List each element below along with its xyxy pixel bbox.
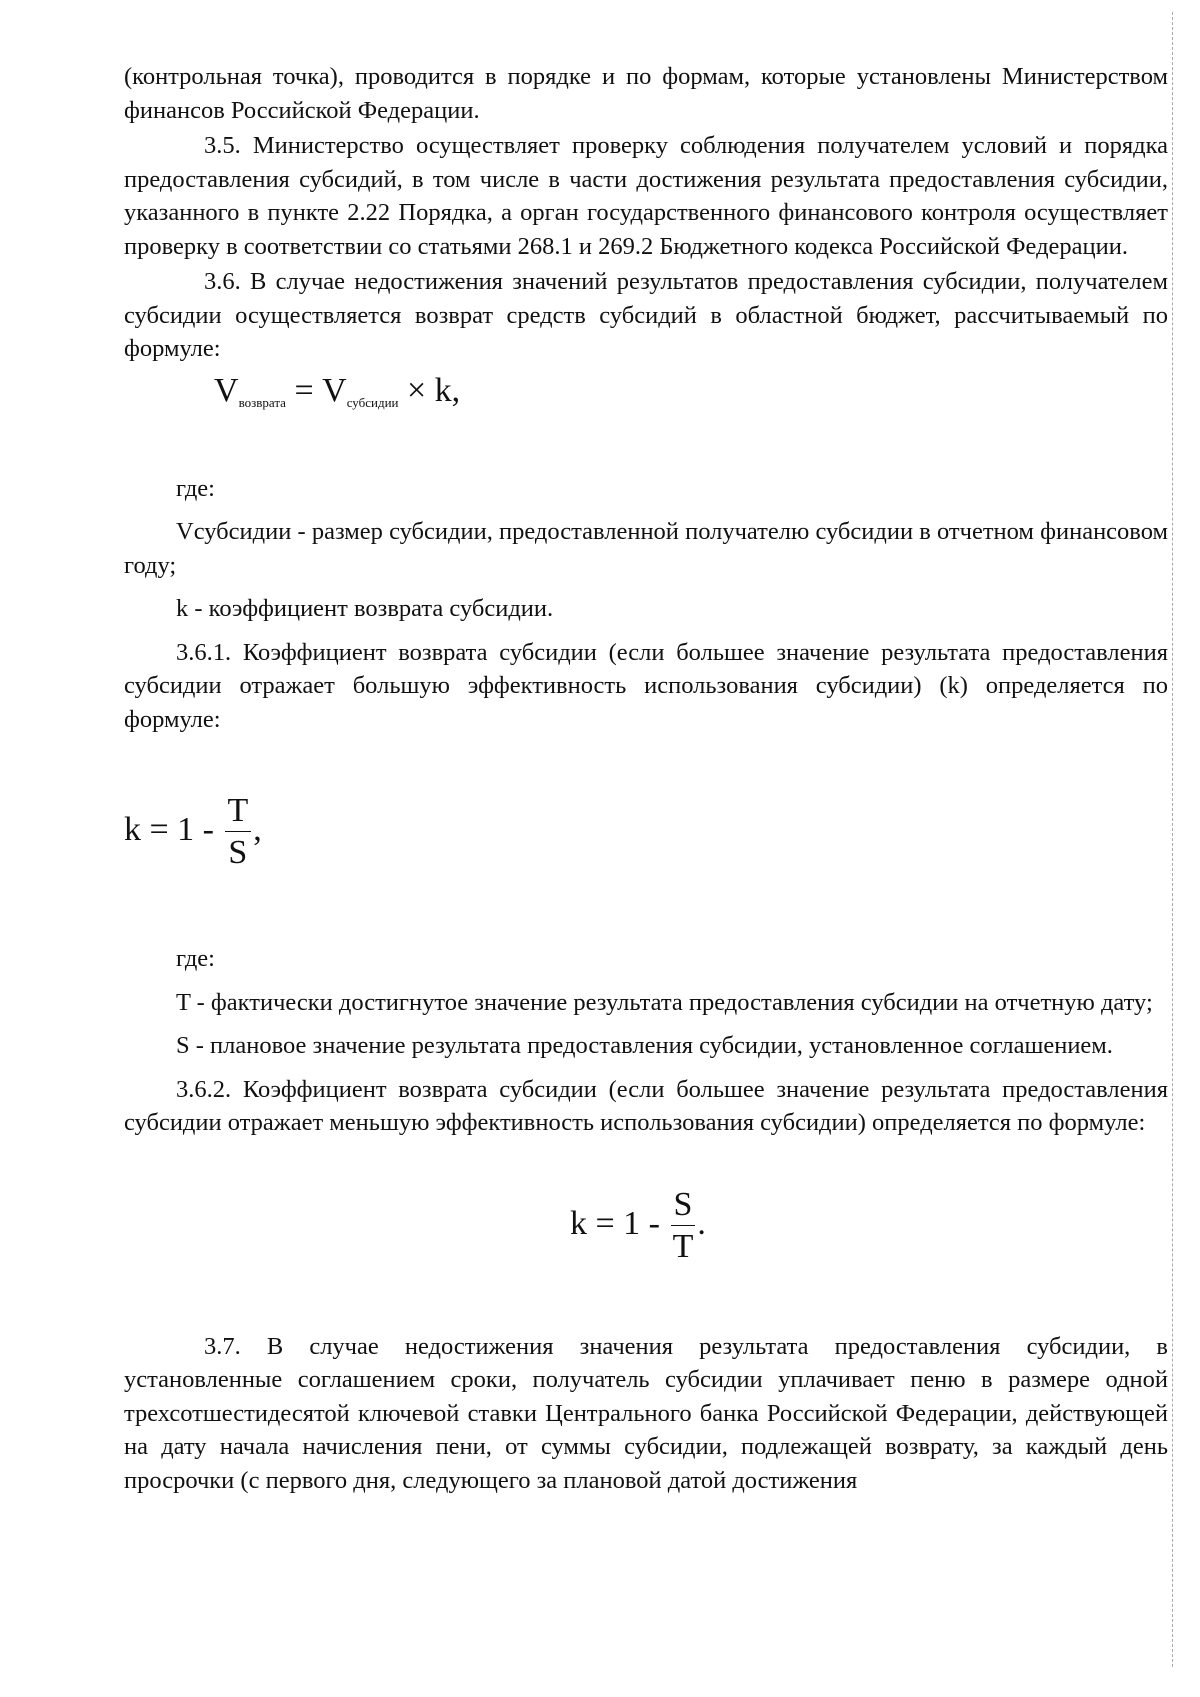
definition-s: S - плановое значение результата предоставления субсидии, установленное соглашением. bbox=[176, 1032, 1113, 1059]
paragraph-continuation: (контрольная точка), проводится в порядке и по формам, которые установлены Министерством финансов Российской Федерации. bbox=[124, 63, 1168, 124]
fraction-numerator: S bbox=[671, 1188, 696, 1226]
formula-k-lhs: k = 1 - bbox=[124, 810, 214, 848]
formula-lhs: V bbox=[214, 371, 239, 409]
paragraph-3-6: 3.6. В случае недостижения значений результатов предоставления субсидии, получателем субсидии осуществляется возврат средств субсидий в областной бюджет, рассчитываемый по формуле: bbox=[124, 268, 1168, 362]
paragraph-3-7: 3.7. В случае недостижения значения результата предоставления субсидии, в установленные соглашением сроки, получатель субсидии уплачивает пеню в размере одной трехсотшестидесятой ключевой ставки Центрального банка Российской Федерации, действующей на дату начала начисления пени, от суммы субсидии, подлежащей возврату, за каждый день просрочки (с первого дня, следующего за плановой датой достижения bbox=[124, 1332, 1168, 1494]
formula-equals: = bbox=[294, 371, 314, 409]
formula-multiplier: × k, bbox=[406, 371, 461, 409]
paragraph-3-6-1: 3.6.1. Коэффициент возврата субсидии (если большее значение результата предоставления субсидии отражает большую эффективность использования субсидии) (k) определяется по формуле: bbox=[124, 638, 1168, 733]
paragraph-3-5: 3.5. Министерство осуществляет проверку соблюдения получателем условий и порядка предоставления субсидий, в том числе в части достижения результата предоставления субсидии, указанного в пункте 2.22 Порядка, а орган государственного финансового контроля осуществляет проверку в соответствии со статьями 268.1 и 269.2 Бюджетного кодекса Российской Федерации. bbox=[124, 132, 1168, 260]
definition-k: k - коэффициент возврата субсидии. bbox=[176, 595, 554, 622]
formula-lhs-subscript: возврата bbox=[238, 394, 286, 410]
formula-k-efficiency-higher bbox=[124, 794, 1168, 884]
fraction-s-over-t bbox=[671, 1185, 696, 1265]
scan-edge-line bbox=[1172, 12, 1173, 1667]
fraction-denominator: S bbox=[228, 834, 248, 871]
where-label-1: где: bbox=[176, 474, 215, 502]
fraction-denominator: T bbox=[672, 1227, 694, 1265]
document-body bbox=[124, 60, 1168, 1497]
fraction-t-over-s bbox=[225, 794, 252, 870]
paragraph-3-6-2: 3.6.2. Коэффициент возврата субсидии (если большее значение результата предоставления субсидии отражает меньшую эффективность использования субсидии) определяется по формуле: bbox=[124, 1075, 1168, 1136]
formula-k-efficiency-lower bbox=[570, 1185, 1168, 1278]
definition-t: T - фактически достигнутое значение результата предоставления субсидии на отчетную дату; bbox=[176, 988, 1153, 1016]
formula-return-amount bbox=[214, 372, 1168, 432]
formula-k2-lhs: k = 1 - bbox=[570, 1204, 660, 1242]
formula-k2-tail: . bbox=[697, 1204, 706, 1242]
definition-v-subsidy: Vсубсидии - размер субсидии, предоставленной получателю субсидии в отчетном финансовом году; bbox=[124, 518, 1168, 579]
formula-rhs: V bbox=[322, 371, 347, 409]
formula-rhs-subscript: субсидии bbox=[346, 394, 399, 410]
fraction-numerator: T bbox=[225, 794, 252, 832]
where-label-2: где: bbox=[176, 945, 215, 972]
formula-k-tail: , bbox=[253, 810, 262, 848]
